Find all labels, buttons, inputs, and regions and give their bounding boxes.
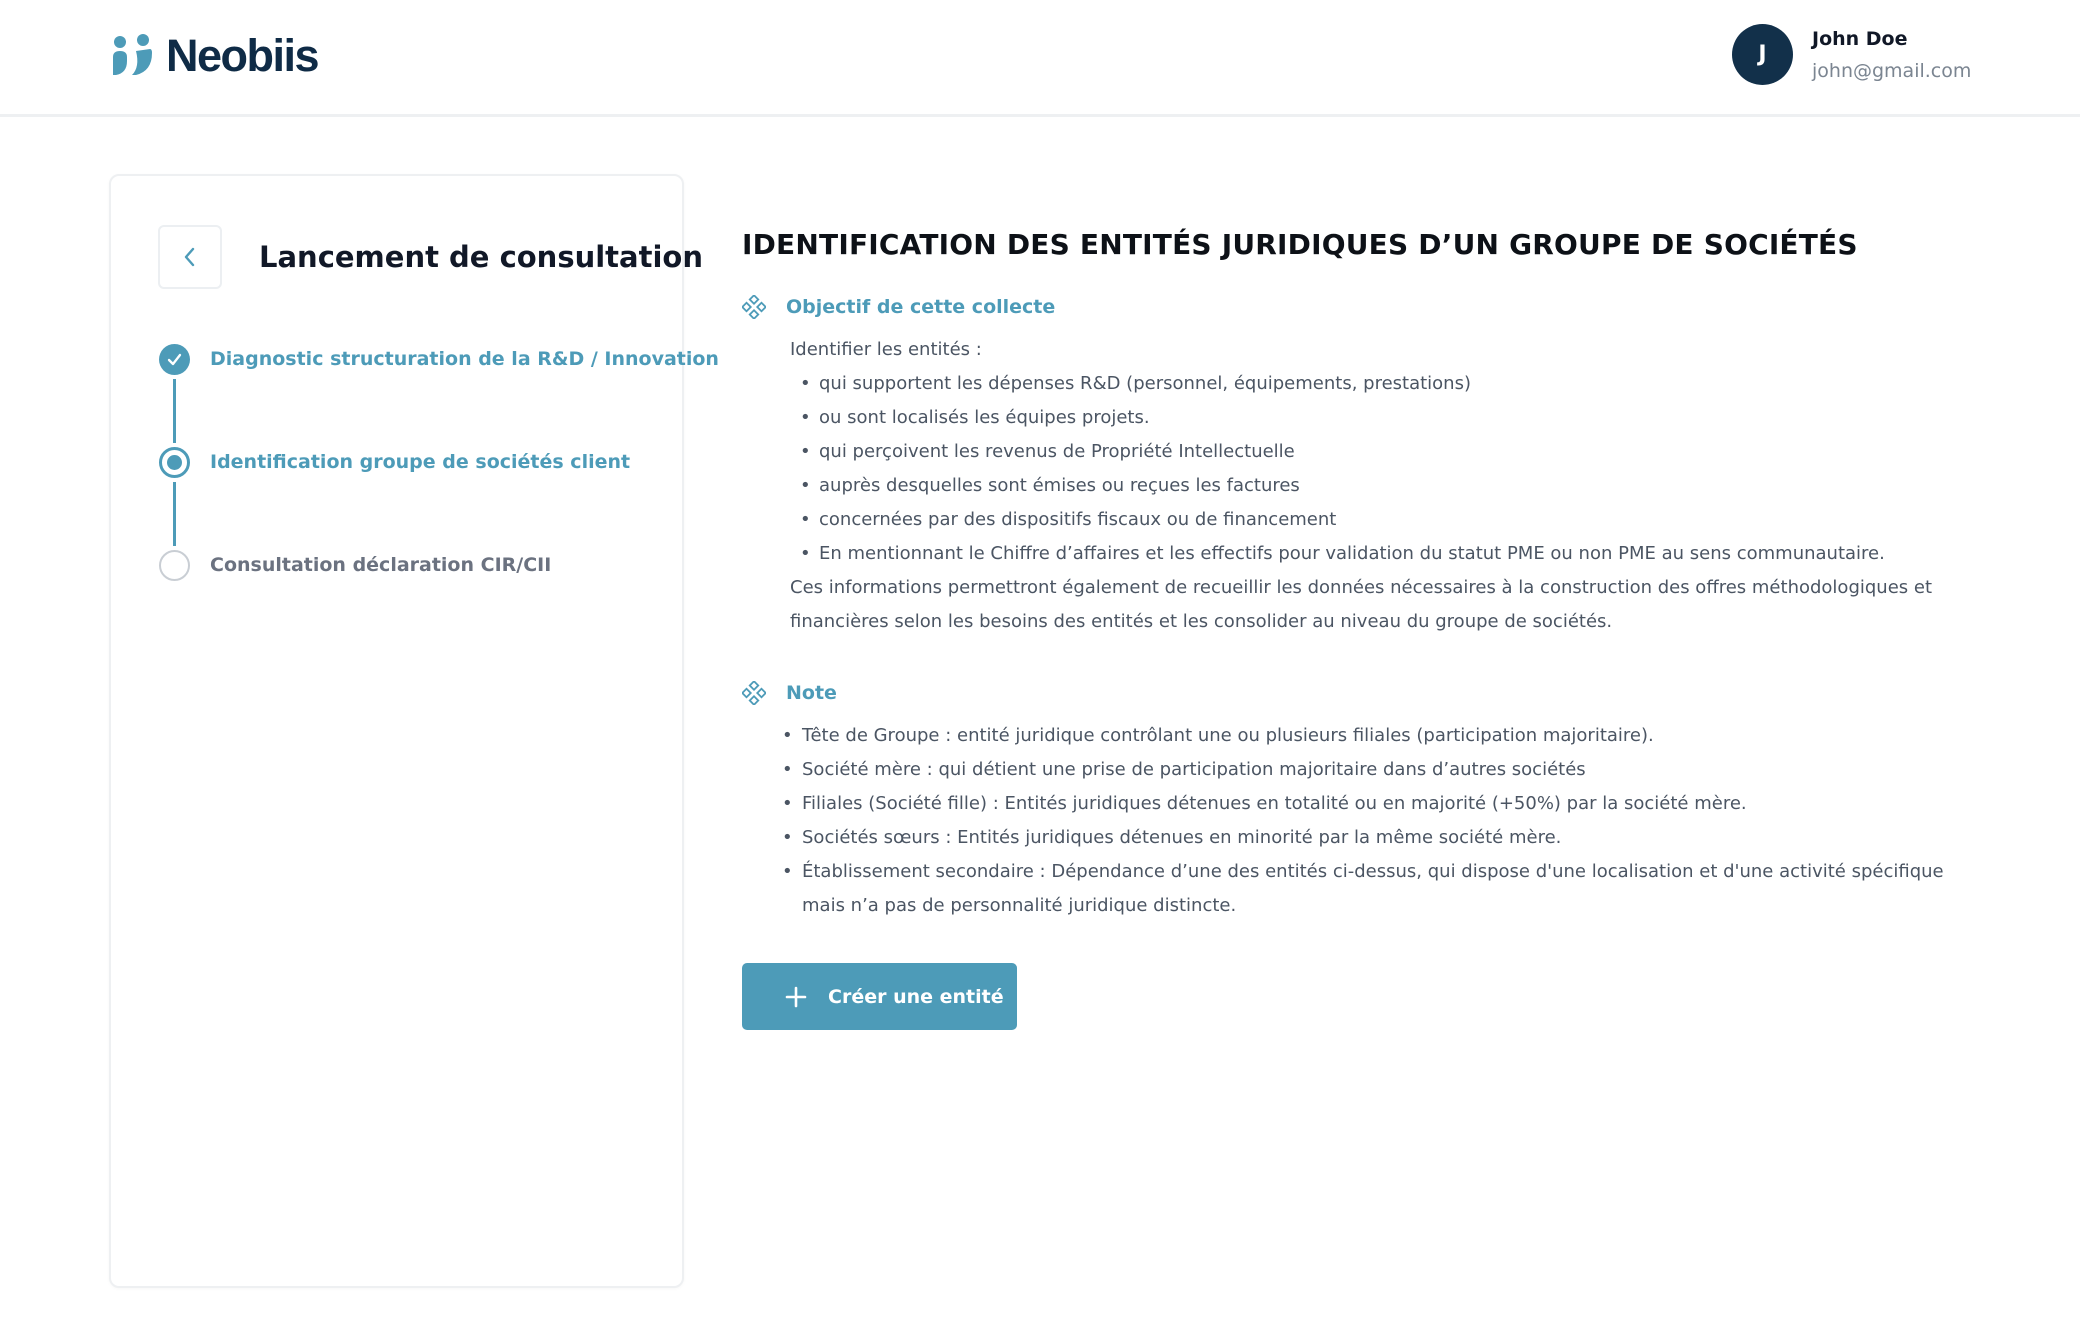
step-label: Identification groupe de sociétés client: [210, 451, 631, 473]
objective-list: [790, 367, 1962, 571]
stepper: [159, 344, 719, 653]
list-item: • Tête de Groupe : entité juridique contrôlant une ou plusieurs filiales (participation majoritaire).: [772, 719, 1962, 753]
step-label: Diagnostic structuration de la R&D / Innovation: [210, 348, 719, 370]
step-label: Consultation déclaration CIR/CII: [210, 554, 552, 576]
list-item: • qui perçoivent les revenus de Propriété Intellectuelle: [790, 435, 1962, 469]
create-entity-button[interactable]: [742, 963, 1017, 1030]
user-email: john@gmail.com: [1812, 59, 1972, 82]
user-profile[interactable]: [1732, 24, 1971, 85]
objective-intro: Identifier les entités :: [790, 339, 982, 360]
step-connector: [173, 482, 176, 546]
user-info: [1812, 25, 1971, 85]
list-item: • Établissement secondaire : Dépendance d’une des entités ci-dessus, qui dispose d'une localisation et d'une activité spécifique mais n’a pas de personnalité juridique distincte.: [772, 855, 1962, 923]
list-item: • Filiales (Société fille) : Entités juridiques détenues en totalité ou en majorité (+50%) par la société mère.: [772, 787, 1962, 821]
step-pending-indicator: [159, 550, 190, 581]
objective-conclusion: Ces informations permettront également de recueillir les données nécessaires à la construction des offres méthodologiques et financières selon les besoins des entités et les consolider au niveau du groupe de sociétés.: [790, 577, 1933, 632]
step-identification[interactable]: [159, 447, 719, 550]
list-item: • ou sont localisés les équipes projets.: [790, 401, 1962, 435]
list-item: • En mentionnant le Chiffre d’affaires et les effectifs pour validation du statut PME ou non PME au sens communautaire.: [790, 537, 1962, 571]
note-heading: [742, 681, 1962, 705]
step-consultation[interactable]: [159, 550, 719, 653]
chevron-left-icon: [181, 246, 199, 268]
avatar[interactable]: J: [1732, 24, 1793, 85]
page-title: IDENTIFICATION DES ENTITÉS JURIDIQUES D’UN GROUPE DE SOCIÉTÉS: [742, 228, 1858, 261]
logo-icon: [110, 33, 156, 79]
plus-icon: [785, 986, 807, 1008]
step-current-indicator: [159, 447, 190, 478]
list-item: • concernées par des dispositifs fiscaux ou de financement: [790, 503, 1962, 537]
user-name: John Doe: [1812, 27, 1908, 50]
back-button[interactable]: [158, 225, 222, 289]
sidebar-title: Lancement de consultation: [259, 240, 703, 274]
note-title: Note: [786, 682, 837, 704]
step-connector: [173, 379, 176, 443]
objective-heading: [742, 295, 1962, 319]
diamond-cluster-icon: [742, 295, 766, 319]
check-icon: [166, 351, 183, 368]
main-content: [742, 228, 1962, 1030]
list-item: • auprès desquelles sont émises ou reçues les factures: [790, 469, 1962, 503]
list-item: • Société mère : qui détient une prise de participation majoritaire dans d’autres sociétés: [772, 753, 1962, 787]
brand-name: Neobiis: [166, 30, 319, 81]
brand-logo[interactable]: [110, 30, 318, 82]
diamond-cluster-icon: [742, 681, 766, 705]
top-header: [0, 0, 2080, 117]
step-diagnostic[interactable]: [159, 344, 719, 447]
create-entity-label: Créer une entité: [828, 985, 1004, 1008]
consultation-sidebar: [109, 174, 719, 1288]
objective-body: [790, 333, 1962, 639]
step-complete-indicator: [159, 344, 190, 375]
list-item: • qui supportent les dépenses R&D (personnel, équipements, prestations): [790, 367, 1962, 401]
note-list: [772, 719, 1962, 923]
list-item: • Sociétés sœurs : Entités juridiques détenues en minorité par la même société mère.: [772, 821, 1962, 855]
objective-title: Objectif de cette collecte: [786, 296, 1056, 318]
